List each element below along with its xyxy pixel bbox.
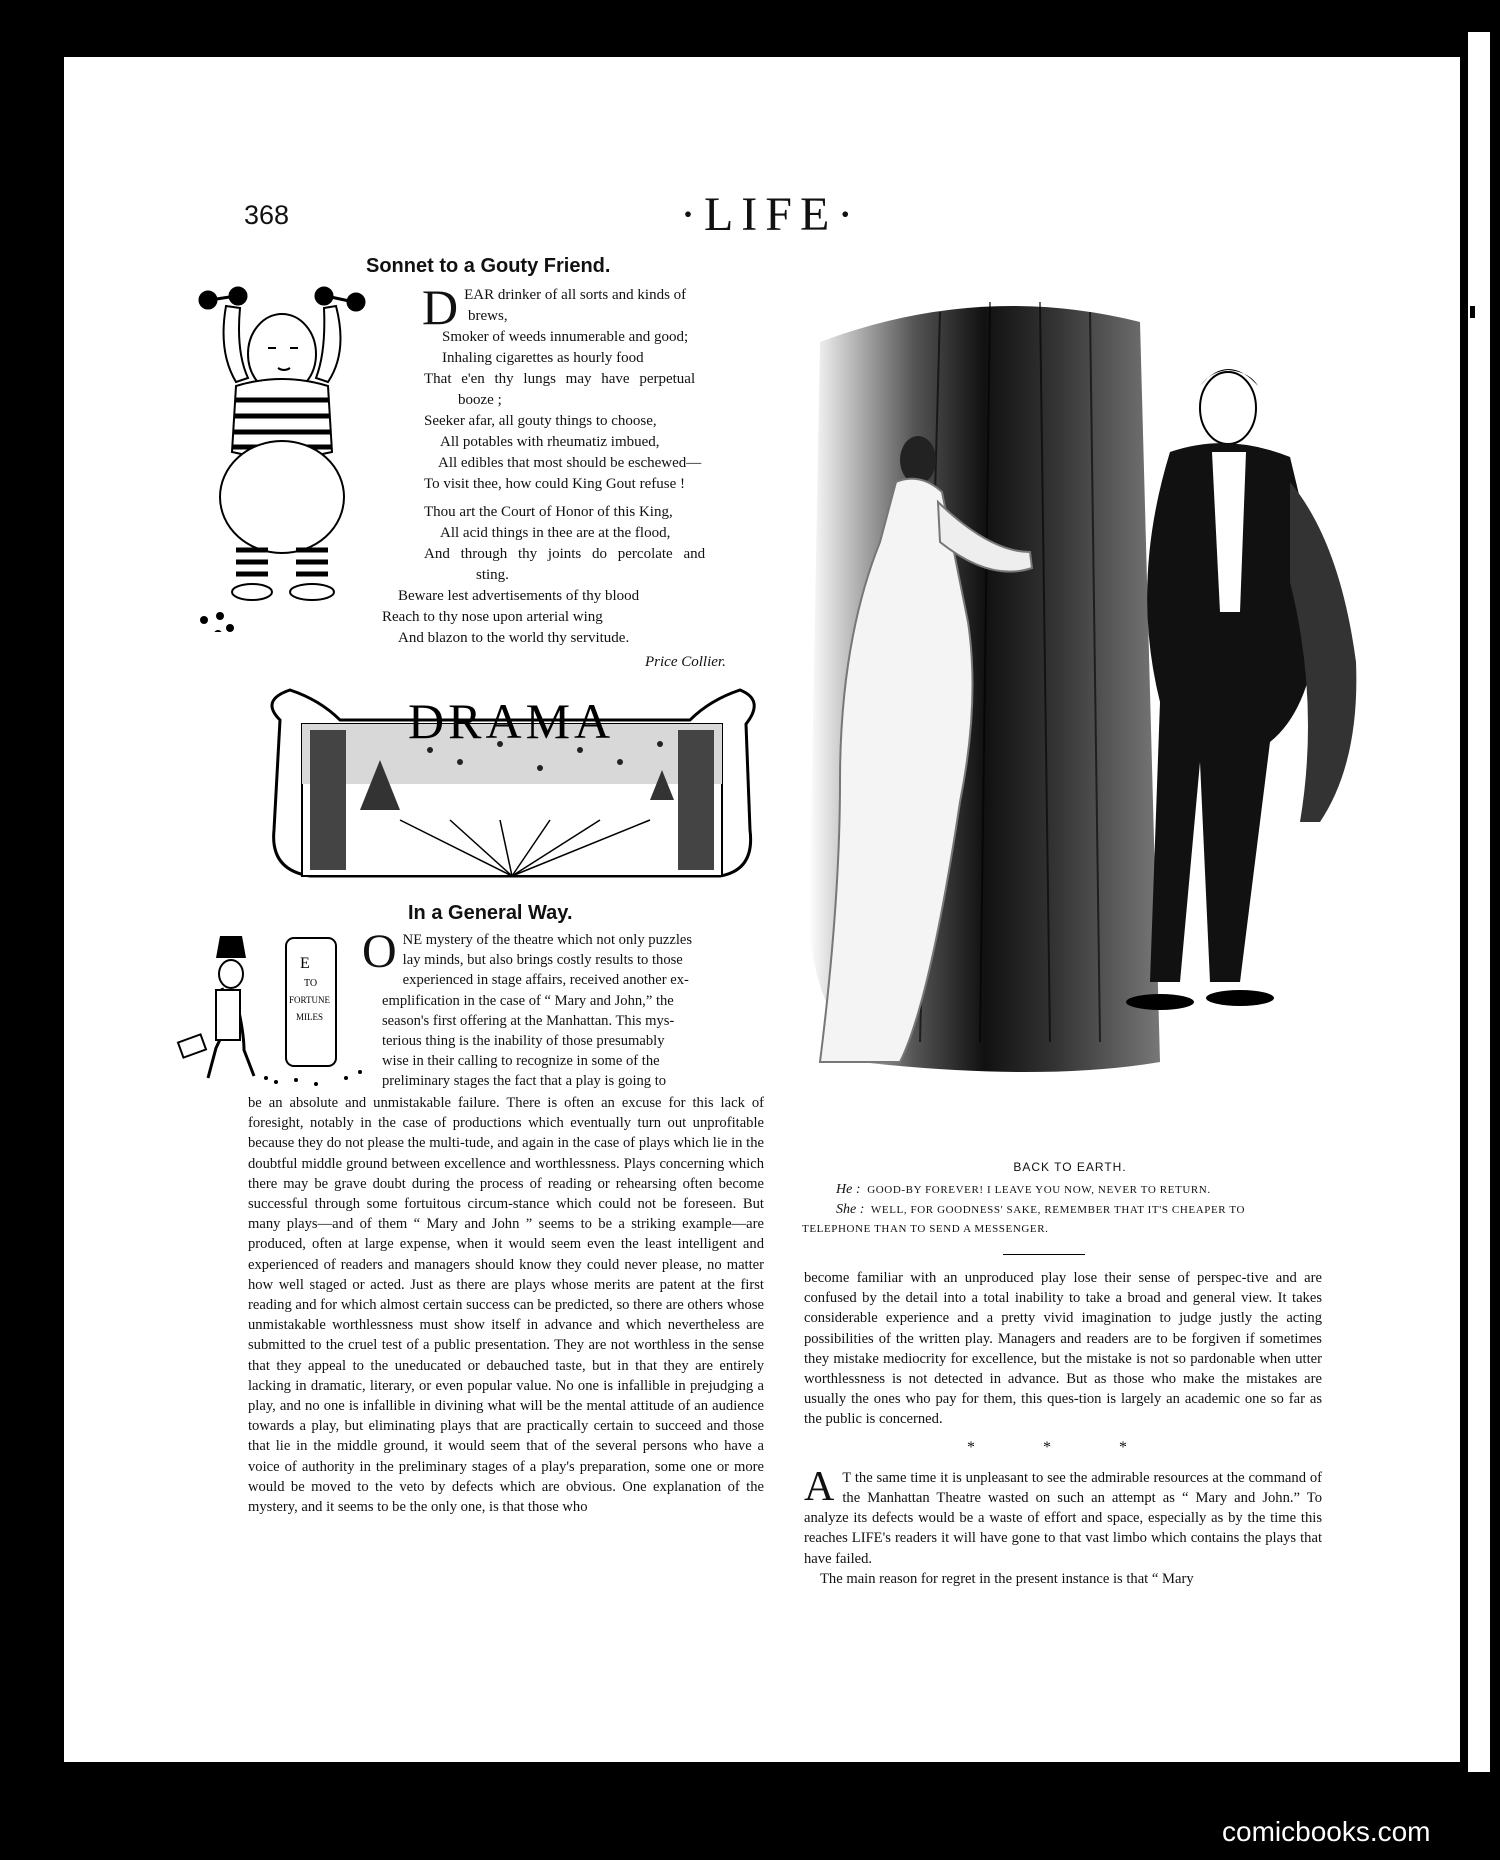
signpost-line-3: FORTUNE [289, 995, 330, 1005]
she-line-2: TELEPHONE THAN TO SEND A MESSENGER. [802, 1223, 1049, 1235]
article-dropcap: O [362, 925, 397, 978]
verse-line: To visit thee, how could King Gout refuse ! [424, 476, 685, 492]
lead-line: season's first offering at the Manhattan. This mys- [382, 1012, 675, 1029]
signpost-line-1: E [300, 955, 310, 972]
lead-line: wise in their calling to recognize in some of the [382, 1053, 660, 1070]
article-paragraph: T the same time it is unpleasant to see the admirable resources at the command of the Manhattan Theatre wasted on such an attempt as “ Mary and John.” To analyze its defects would be a waste of effort and space, especially as by the time this reaches LIFE's readers it will have gone to that vast limbo which contains the plays that have failed. [804, 1469, 1322, 1567]
article-paragraph: be an absolute and unmistakable failure. There is often an excuse for this lack of foresight, notably in the case of productions which eventually turn out unprofitable because they do not please the multi-tude, and again in the case of plays which lie in the doubtful middle ground between excellence and worthlessness. Plays concerning which there may be grave doubt during the process of reading or rehearsing often become successful through some fortuitous circum-stance which could not be foreseen. But many plays—and of them “ Mary and John ” seems to be a striking example—are produced, often at large expense, when it would seem even the least intelligent and experienced of readers and managers should know they could never please, no matter how well staged or acted. Just as there are plays whose merits are patent at the first reading and for which almost certain success can be predicted, so there are others whose unmistakable worthlessness must show itself in advance and which nevertheless are submitted to the cruel test of a public presentation. They are not worthless in the sense that they appeal to the uneducated or debauched taste, but in that they are entirely lacking in dramatic, literary, or even popular value. No one is infallible in prejudging a play, and no one is infallible in divining what will be the mental attitude of an audience towards a play, but eliminating plays that are practically certain to succeed and those that lie in the middle ground, it would seem that of the several persons who have a voice of authority in the preliminary stages of a play's preparation, some one or more would be moved to the veto by defects which are obvious. One explanation of the mystery, and it seems to be the only one, is that those who [248, 1095, 764, 1516]
caption-rule [1003, 1254, 1085, 1255]
sonnet-author: Price Collier. [645, 654, 726, 670]
lead-line: preliminary stages the fact that a play is going to [382, 1073, 667, 1090]
article-title: In a General Way. [408, 902, 573, 924]
verse-line: Beware lest advertisements of thy blood [398, 588, 640, 604]
article-lead [362, 925, 764, 1092]
page-number: 368 [244, 200, 290, 230]
article-column-1 [248, 1093, 764, 1517]
section-separator: * * * [967, 1438, 1159, 1456]
site-watermark: comicbooks.com [1222, 1816, 1431, 1847]
verse-line: Smoker of weeds innumerable and good; [442, 329, 689, 345]
column-2-dropcap: A [804, 1463, 835, 1510]
back-to-earth-illustration [800, 282, 1368, 1082]
sonnet-stanza-1 [422, 279, 702, 495]
article-paragraph: become familiar with an unproduced play lose their sense of perspec-tive and are confused by the detail into a total inability to take a broad and general view. It takes considerable experience and a pretty vivid imagination to judge justly the acting possibilities of the written play. Managers and readers are to be forgiven if sometimes they mistake mediocrity for excellence, but the mistake is not so pardonable when utter worthlessness is not detected in advance. But as those who make the mistakes are usually the ones who pay for them, this ques-tion is largely an academic one so far as the public is concerned. [804, 1270, 1322, 1428]
sonnet-first-line: EAR drinker of all sorts and kinds of [464, 287, 687, 303]
lead-line: terious thing is the inability of those presumably [382, 1033, 665, 1050]
verse-line: sting. [476, 567, 509, 583]
page-mark [1470, 306, 1475, 318]
he-line: GOOD-BY FOREVER! I LEAVE YOU NOW, NEVER TO RETURN. [867, 1184, 1211, 1196]
masthead-title: ·LIFE· [680, 188, 862, 241]
signpost-line-4: MILES [296, 1012, 323, 1022]
verse-line: All edibles that most should be eschewed— [438, 455, 702, 471]
verse-line: Thou art the Court of Honor of this King, [424, 504, 673, 520]
drama-banner [250, 680, 774, 888]
sonnet-stanza-2 [382, 502, 706, 649]
lead-line: emplification in the case of “ Mary and John,” the [382, 992, 674, 1009]
verse-line: That e'en thy lungs may have perpetual [424, 371, 696, 387]
sonnet-dropcap: D [422, 279, 459, 335]
lead-line: lay minds, but also brings costly results to those [402, 952, 683, 969]
lead-line: experienced in stage affairs, received another ex- [402, 972, 689, 989]
lead-line: NE mystery of the theatre which not only puzzles [402, 932, 693, 948]
strongman-illustration [196, 282, 406, 632]
she-label: She : [836, 1202, 865, 1217]
she-line: WELL, FOR GOODNESS' SAKE, REMEMBER THAT IT'S CHEAPER TO [870, 1204, 1246, 1216]
verse-line: Seeker afar, all gouty things to choose, [424, 413, 657, 429]
verse-line: Reach to thy nose upon arterial wing [382, 609, 603, 625]
verse-line: All acid things in thee are at the flood, [440, 525, 671, 541]
verse-line: And blazon to the world thy servitude. [398, 630, 630, 646]
verse-line: And through thy joints do percolate and [424, 546, 706, 562]
verse-line: Inhaling cigarettes as hourly food [442, 350, 644, 366]
sonnet-title: Sonnet to a Gouty Friend. [366, 255, 611, 277]
illustration-caption-title: BACK TO EARTH. [1013, 1160, 1127, 1174]
signpost-line-2: TO [304, 978, 318, 989]
he-label: He : [836, 1182, 861, 1197]
facing-page-edge [1468, 32, 1490, 1772]
verse-line: brews, [468, 308, 508, 324]
article-paragraph: The main reason for regret in the present instance is that “ Mary [820, 1570, 1194, 1587]
verse-line: All potables with rheumatiz imbued, [440, 434, 660, 450]
illustration-dialogue [802, 1180, 1356, 1239]
article-column-2 [804, 1268, 1322, 1589]
verse-line: booze ; [458, 392, 502, 408]
signpost-illustration [176, 928, 370, 1092]
drama-banner-text: DRAMA [408, 693, 615, 749]
